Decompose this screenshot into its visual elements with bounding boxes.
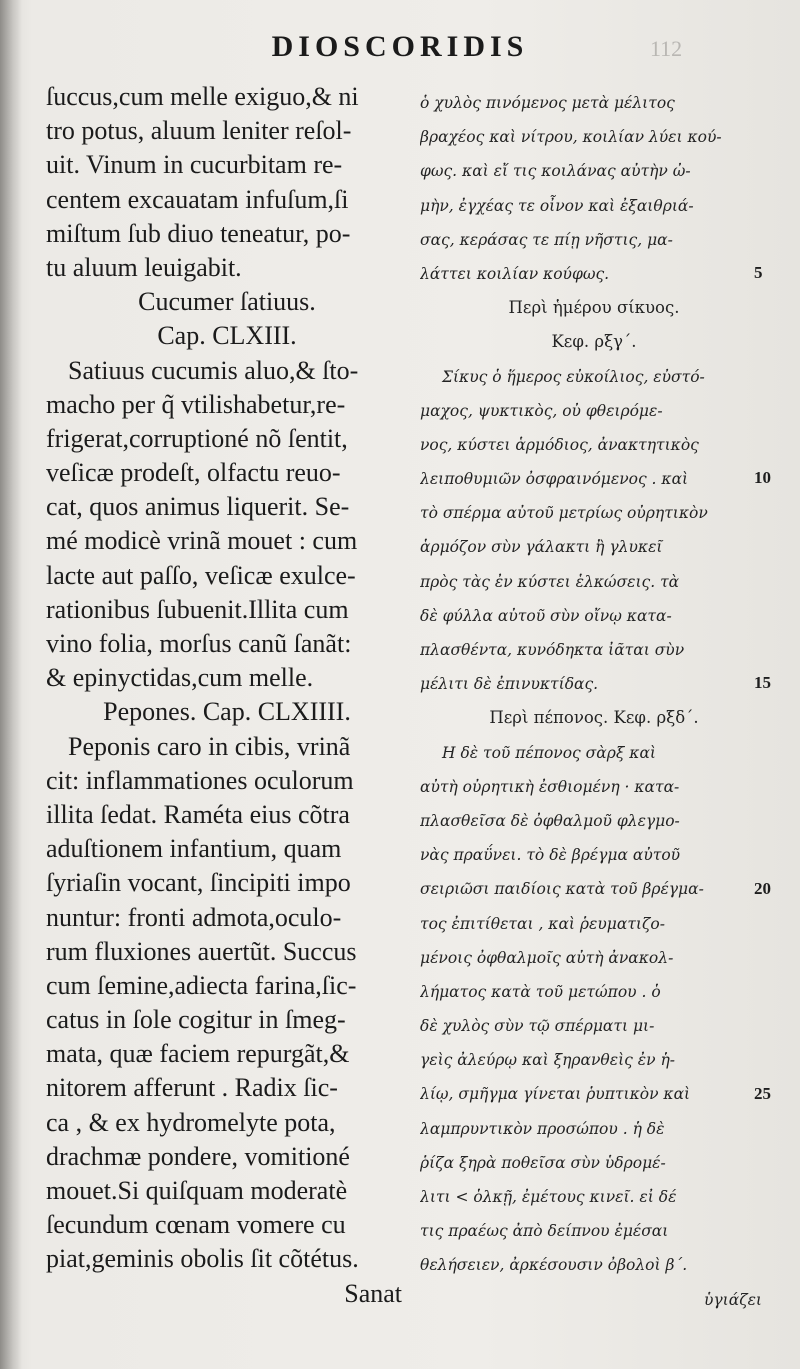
greek-text-line: λάττει κοιλίαν κούφως. bbox=[420, 264, 610, 283]
latin-text-line: ſyriaſin vocant, ſincipiti impo bbox=[46, 868, 351, 898]
folio-number: 112 bbox=[650, 36, 683, 61]
greek-text-line: λαμπρυντικὸν προσώπου . ἡ δὲ bbox=[420, 1119, 665, 1138]
greek-text-line: νὰς πραΰνει. τὸ δὲ βρέγμα αὐτοῦ bbox=[420, 846, 681, 865]
greek-text-line: λήματος κατὰ τοῦ μετώπου . ὁ bbox=[420, 982, 661, 1001]
margin-line-number: 20 bbox=[754, 878, 771, 898]
latin-text-line: catus in ſole cogitur in ſmeg- bbox=[46, 1005, 346, 1035]
greek-text-line: πρὸς τὰς ἐν κύστει ἑλκώσεις. τὰ bbox=[420, 572, 680, 591]
greek-text-line: πλασθέντα, κυνόδηκτα ἰᾶται σὺν bbox=[420, 641, 685, 659]
greek-text-line: δὲ φύλλα αὐτοῦ σὺν οἴνῳ κατα- bbox=[420, 606, 672, 625]
greek-column bbox=[420, 86, 768, 1317]
margin-line-number: 5 bbox=[754, 263, 763, 282]
latin-text-line: rum fluxiones auertũt. Succus bbox=[46, 936, 357, 966]
greek-text-line: μένοις ὀφθαλμοῖς αὐτὴ ἀνακολ- bbox=[420, 948, 674, 967]
greek-text-line: ὁ χυλὸς πινόμενος μετὰ μέλιτος bbox=[420, 94, 675, 112]
latin-text-line: piat,geminis obolis ſit cõtétus. bbox=[46, 1244, 359, 1274]
margin-line-number: 15 bbox=[754, 673, 771, 693]
greek-text-line: τος ἐπιτίθεται , καὶ ῥευματιζο- bbox=[420, 914, 665, 933]
latin-text-line: nitorem afferunt . Radix ſic- bbox=[46, 1073, 338, 1103]
margin-line-numbers bbox=[754, 0, 800, 1369]
running-header: DIOSCORIDIS bbox=[271, 30, 529, 63]
latin-text-line: illita ſedat. Raméta eius cõtra bbox=[46, 799, 350, 829]
latin-text-line: vino folia, morſus canũ ſanãt: bbox=[46, 629, 352, 658]
latin-text-line: ca , & ex hydromelyte pota, bbox=[46, 1107, 336, 1137]
latin-text-line: uit. Vinum in cucurbitam re- bbox=[46, 150, 343, 180]
latin-text-line: tu aluum leuigabit. bbox=[46, 252, 242, 282]
latin-text-line: frigerat,corruptioné nõ ſentit, bbox=[46, 423, 348, 453]
greek-text-line: πλασθεῖσα δὲ ὀφθαλμοῦ φλεγμο- bbox=[420, 811, 680, 830]
latin-text-line: cit: inflammationes oculorum bbox=[46, 765, 354, 795]
greek-text-line: ὑγιάζει bbox=[703, 1290, 762, 1309]
latin-text-line: Cucumer ſatiuus. bbox=[138, 287, 316, 317]
latin-text-line: mata, quæ faciem repurgãt,& bbox=[46, 1039, 350, 1069]
latin-text-line: rationibus ſubuenit.Illita cum bbox=[46, 594, 349, 624]
latin-text-line: centem excauatam infuſum,ſi bbox=[46, 184, 349, 214]
latin-text-line: & epinyctidas,cum melle. bbox=[46, 663, 314, 693]
latin-text-line: cat, quos animus liquerit. Se- bbox=[46, 492, 350, 522]
greek-text-line: τὸ σπέρμα αὐτοῦ μετρίως οὐρητικὸν bbox=[420, 504, 708, 523]
latin-text-line: ſuccus,cum melle exiguo,& ni bbox=[46, 82, 359, 111]
latin-column bbox=[46, 80, 408, 1311]
greek-text-line: Σίκυς ὁ ἥμερος εὐκοίλιος, εὐστό- bbox=[442, 367, 705, 386]
greek-text-line: μὴν, ἐγχέας τε οἶνον καὶ ἐξαιθριά- bbox=[420, 196, 694, 215]
greek-text-line: μέλιτι δὲ ἐπινυκτίδας. bbox=[420, 675, 599, 694]
latin-text-line: ſecundum cœnam vomere cu bbox=[46, 1210, 346, 1240]
latin-text-line: Peponis caro in cibis, vrinã bbox=[68, 731, 351, 761]
latin-text-line: mé modicè vrinã mouet : cum bbox=[46, 526, 358, 556]
greek-text-line: ῥίζα ξηρὰ ποθεῖσα σὺν ὑδρομέ- bbox=[420, 1153, 666, 1172]
greek-text-line: σειριῶσι παιδίοις κατὰ τοῦ βρέγμα- bbox=[420, 880, 704, 899]
latin-text-line: tro potus, aluum leniter reſol- bbox=[46, 116, 352, 146]
gutter-shadow bbox=[0, 0, 22, 1369]
greek-text-line: Περὶ πέπονος. Κεφ. ρξδ΄. bbox=[489, 708, 699, 728]
latin-text-line: lacte aut paſſo, veſicæ exulce- bbox=[46, 560, 356, 590]
greek-text-line: Κεφ. ρξγ΄. bbox=[551, 332, 637, 352]
greek-text-line: βραχέος καὶ νίτρου, κοιλίαν λύει κού- bbox=[420, 128, 722, 147]
greek-text-line: γεὶς ἀλεύρῳ καὶ ξηρανθεὶς ἐν ἡ- bbox=[420, 1051, 675, 1070]
latin-text-line: Satiuus cucumis aluo,& ſto- bbox=[68, 355, 359, 385]
latin-text-line: miſtum ſub diuo teneatur, po- bbox=[46, 218, 351, 248]
latin-text-line: mouet.Si quiſquam moderatè bbox=[46, 1176, 348, 1205]
greek-text-line: ἁρμόζον σὺν γάλακτι ἢ γλυκεῖ bbox=[420, 538, 663, 557]
greek-text-line: σας, κεράσας τε πίῃ νῆστις, μα- bbox=[420, 230, 673, 249]
greek-text-line: Περὶ ἡμέρου σίκυος. bbox=[508, 298, 680, 318]
greek-text-line: λίῳ, σμῆγμα γίνεται ῥυπτικὸν καὶ bbox=[420, 1085, 691, 1104]
greek-text-line: Η δὲ τοῦ πέπονος σὰρξ καὶ bbox=[442, 743, 656, 762]
latin-text-line: Cap. CLXIII. bbox=[157, 321, 297, 351]
greek-text-line: δὲ χυλὸς σὺν τῷ σπέρματι μι- bbox=[420, 1017, 655, 1036]
greek-text-line: λειποθυμιῶν ὀσφραινόμενος . καὶ bbox=[420, 470, 689, 489]
greek-text-line: νος, κύστει ἁρμόδιος, ἀνακτητικὸς bbox=[420, 435, 699, 454]
latin-text-line: Pepones. Cap. CLXIIII. bbox=[103, 697, 351, 727]
greek-text-line: θελήσειεν, ἀρκέσουσιν ὀβολοὶ β΄. bbox=[420, 1256, 688, 1275]
latin-text-line: nuntur: fronti admota,oculo- bbox=[46, 902, 342, 932]
margin-line-number: 10 bbox=[754, 468, 771, 488]
latin-text-line: cum ſemine,adiecta farina,ſic- bbox=[46, 970, 357, 1000]
greek-text-line: αὐτὴ οὐρητικὴ ἐσθιομένη · κατα- bbox=[420, 777, 680, 796]
latin-text-line: macho per q̃ vtilishabetur,re- bbox=[46, 389, 346, 419]
greek-text-line: λιτι < ὁλκῇ, ἐμέτους κινεῖ. εἰ δέ bbox=[420, 1188, 677, 1206]
margin-line-number: 25 bbox=[754, 1083, 771, 1103]
greek-text-line: τις πραέως ἀπὸ δείπνου ἐμέσαι bbox=[420, 1222, 669, 1241]
latin-text-line: Sanat bbox=[344, 1278, 402, 1308]
latin-text-line: drachmæ pondere, vomitioné bbox=[46, 1141, 350, 1171]
latin-text-line: aduſtionem infantium, quam bbox=[46, 834, 342, 864]
greek-text-line: φως. καὶ εἴ τις κοιλάνας αὐτὴν ὠ- bbox=[420, 162, 691, 181]
greek-text-line: μαχος, ψυκτικὸς, οὐ φθειρόμε- bbox=[420, 401, 663, 420]
latin-text-line: veſicæ prodeſt, olfactu reuo- bbox=[46, 458, 341, 488]
